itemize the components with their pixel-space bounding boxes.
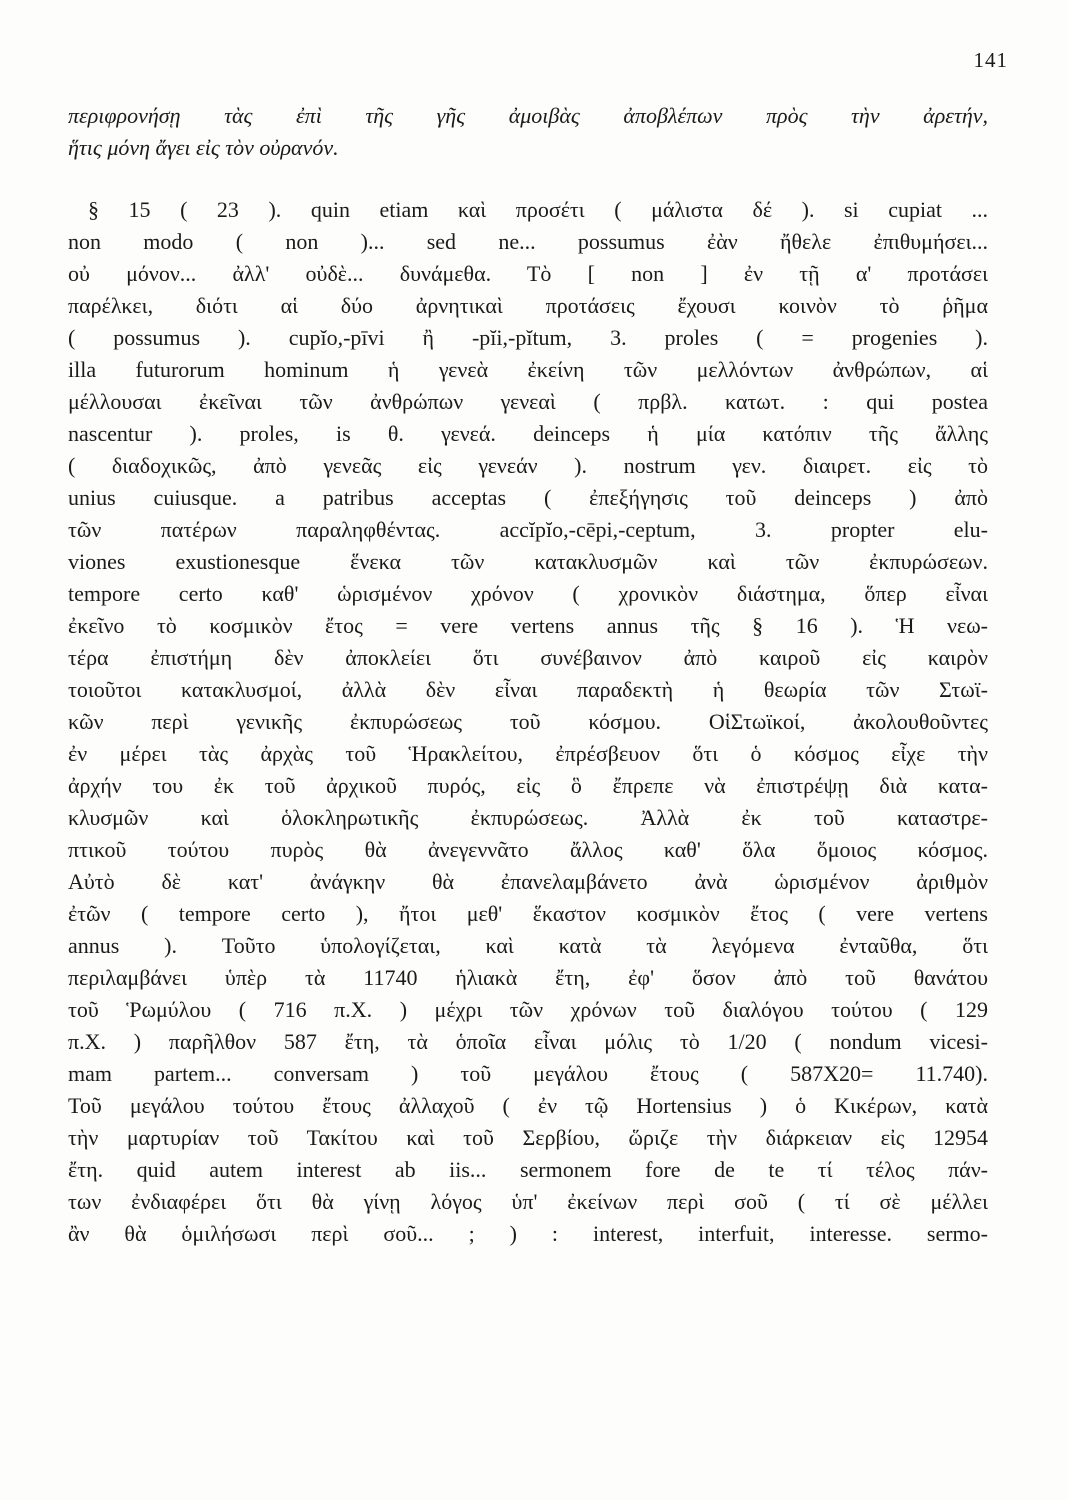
text-line: ἥτις μόνη ἄγει εἰς τὸν οὐρανόν. (68, 135, 339, 160)
text-line: annus ). Τοῦτο ὑπολογίζεται, καὶ κατὰ τὰ λεγόμενα ἐνταῦθα, ὅτι (68, 933, 988, 958)
text-line: μέλλουσαι ἐκεῖναι τῶν ἀνθρώπων γενεαὶ ( πρβλ. κατωτ. : qui postea (68, 389, 988, 414)
text-line: τοῦ Ῥωμύλου ( 716 π.Χ. ) μέχρι τῶν χρόνων τοῦ διαλόγου τούτου ( 129 (68, 997, 988, 1022)
text-line: illa futurorum hominum ἡ γενεὰ ἐκείνη τῶν μελλόντων ἀνθρώπων, αἱ (68, 357, 988, 382)
text-line: § 15 ( 23 ). quin etiam καὶ προσέτι ( μάλιστα δέ ). si cupiat ... (88, 197, 988, 222)
text-line: ἔτη. quid autem interest ab iis... sermonem fore de te τί τέλος πάν- (68, 1157, 988, 1182)
text-line: πτικοῦ τούτου πυρὸς θὰ ἀνεγεννᾶτο ἄλλος καθ' ὅλα ὅμοιος κόσμος. (68, 837, 988, 862)
text-line: nascentur ). proles, is θ. γενεά. deinceps ἡ μία κατόπιν τῆς ἄλλης (68, 421, 988, 446)
text-line: περιλαμβάνει ὑπὲρ τὰ 11740 ἡλιακὰ ἔτη, ἐφ' ὅσον ἀπὸ τοῦ θανάτου (68, 965, 988, 990)
text-line: Τοῦ μεγάλου τούτου ἔτους ἀλλαχοῦ ( ἐν τῷ Hortensius ) ὁ Κικέρων, κατὰ (68, 1093, 988, 1118)
text-line: ἀρχήν του ἐκ τοῦ ἀρχικοῦ πυρός, εἰς ὃ ἔπρεπε νὰ ἐπιστρέψῃ διὰ κατα- (68, 773, 988, 798)
page-number: 141 (973, 48, 1008, 72)
text-line (68, 1282, 988, 1314)
text-line: unius cuiusque. a patribus acceptas ( ἐπεξήγησις τοῦ deinceps ) ἀπὸ (68, 485, 988, 510)
text-line: κῶν περὶ γενικῆς ἐκπυρώσεως τοῦ κόσμου. ΟἱΣτωϊκοί, ἀκολουθοῦντες (68, 709, 988, 734)
text-line: mam partem... conversam ) τοῦ μεγάλου ἔτους ( 587Χ20= 11.740). (68, 1061, 988, 1086)
text-body (68, 100, 988, 1314)
text-line: ἐκεῖνο τὸ κοσμικὸν ἔτος = vere vertens annus τῆς § 16 ). Ἡ νεω- (68, 613, 988, 638)
text-line: παρέλκει, διότι αἱ δύο ἀρνητικαὶ προτάσεις ἔχουσι κοινὸν τὸ ῥῆμα (68, 293, 988, 318)
paragraph-2 (68, 194, 988, 1314)
text-line: π.Χ. ) παρῆλθον 587 ἔτη, τὰ ὁποῖα εἶναι μόλις τὸ 1/20 ( nondum vicesi- (68, 1029, 988, 1054)
text-line: τῶν πατέρων παραληφθέντας. accĭpĭo,-cēpi,-ceptum, 3. propter elu- (68, 517, 988, 542)
text-line: Αὐτὸ δὲ κατ' ἀνάγκην θὰ ἐπανελαμβάνετο ἀνὰ ὡρισμένον ἀριθμὸν (68, 869, 988, 894)
text-line: τέρα ἐπιστήμη δὲν ἀποκλείει ὅτι συνέβαινον ἀπὸ καιροῦ εἰς καιρὸν (68, 645, 988, 670)
text-line: ἐν μέρει τὰς ἀρχὰς τοῦ Ἡρακλείτου, ἐπρέσβευον ὅτι ὁ κόσμος εἶχε τὴν (68, 741, 988, 766)
text-line (68, 1250, 988, 1282)
paragraph-1 (68, 100, 988, 164)
text-line: ( διαδοχικῶς, ἀπὸ γενεᾶς εἰς γενεάν ). nostrum γεν. διαιρετ. εἰς τὸ (68, 453, 988, 478)
text-line: ( possumus ). cupĭo,-pīvi ἢ -pĭi,-pĭtum, 3. proles ( = progenies ). (68, 325, 988, 350)
text-line: τοιοῦτοι κατακλυσμοί, ἀλλὰ δὲν εἶναι παραδεκτὴ ἡ θεωρία τῶν Στωϊ- (68, 677, 988, 702)
text-line: non modo ( non )... sed ne... possumus ἐὰν ἤθελε ἐπιθυμήσει... (68, 229, 988, 254)
text-line: των ἐνδιαφέρει ὅτι θὰ γίνῃ λόγος ὑπ' ἐκείνων περὶ σοῦ ( τί σὲ μέλλει (68, 1189, 988, 1214)
text-line: κλυσμῶν καὶ ὁλοκληρωτικῆς ἐκπυρώσεως. Ἀλλὰ ἐκ τοῦ καταστρε- (68, 805, 988, 830)
text-line: οὐ μόνον... ἀλλ' οὐδὲ... δυνάμεθα. Τὸ [ non ] ἐν τῇ α' προτάσει (68, 261, 988, 286)
text-line: περιφρονήσῃ τὰς ἐπὶ τῆς γῆς ἀμοιβὰς ἀποβλέπων πρὸς τὴν ἀρετήν, (68, 103, 988, 128)
text-line: ἐτῶν ( tempore certo ), ἤτοι μεθ' ἕκαστον κοσμικὸν ἔτος ( vere vertens (68, 901, 988, 926)
text-line: viones exustionesque ἕνεκα τῶν κατακλυσμῶν καὶ τῶν ἐκπυρώσεων. (68, 549, 988, 574)
text-line: ἂν θὰ ὁμιλήσωσι περὶ σοῦ... ; ) : interest, interfuit, interesse. sermo- (68, 1221, 988, 1246)
text-line: τὴν μαρτυρίαν τοῦ Τακίτου καὶ τοῦ Σερβίου, ὥριζε τὴν διάρκειαν εἰς 12954 (68, 1125, 988, 1150)
text-line: tempore certo καθ' ὡρισμένον χρόνον ( χρονικὸν διάστημα, ὅπερ εἶναι (68, 581, 988, 606)
